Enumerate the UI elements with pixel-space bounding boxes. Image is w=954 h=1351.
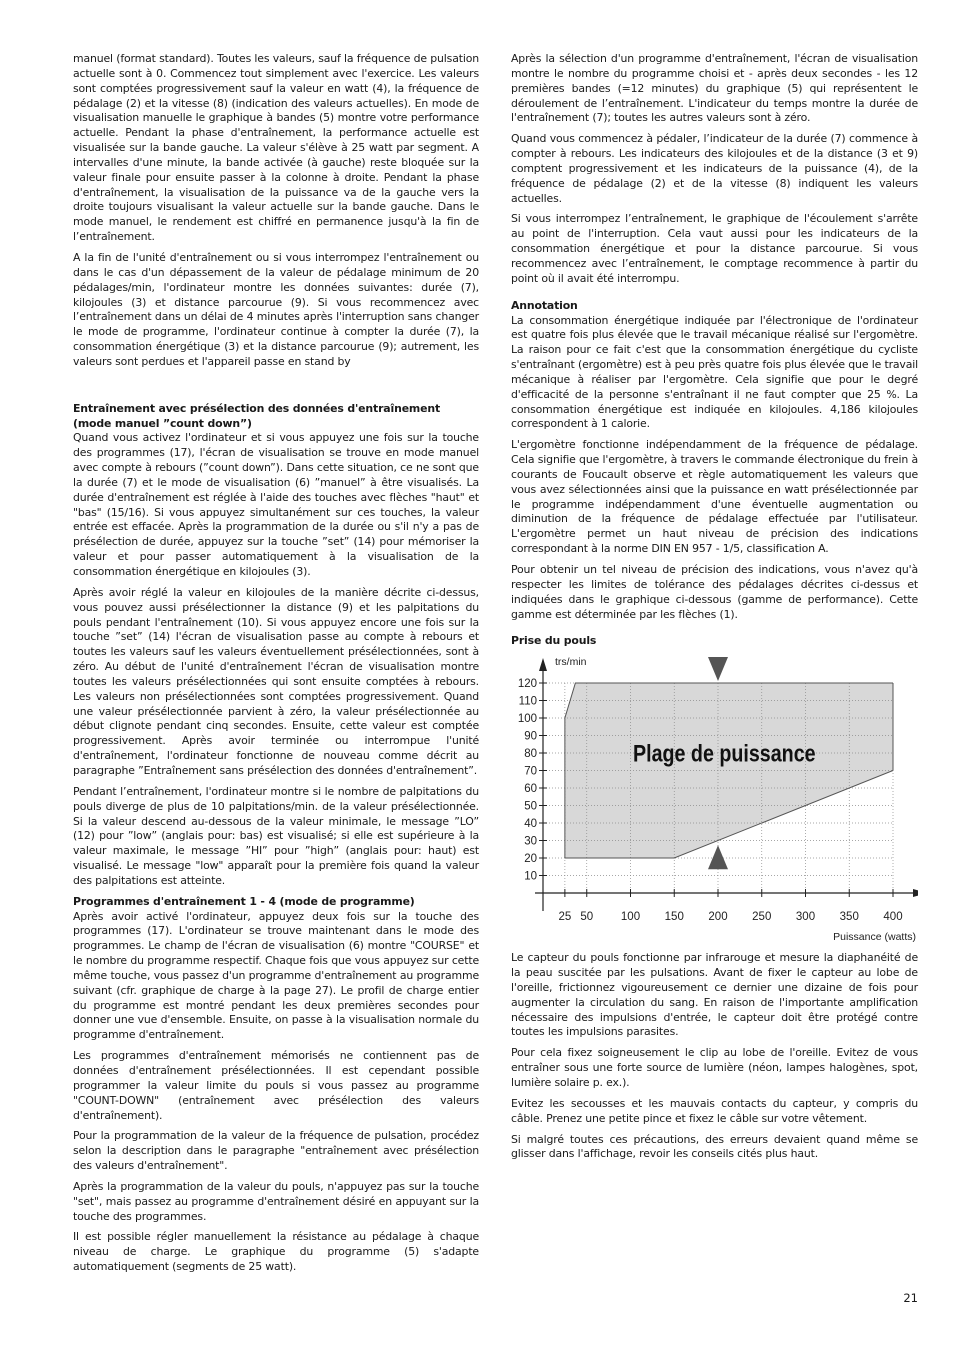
y-tick-label: 40 [524, 818, 537, 831]
paragraph: Après avoir réglé la valeur en kilojoules de la manière décrite ci-dessus, vous pouvez aussi présélectionner la distance (9) et les palpitations du pouls pendant l'entraînement (10). Si vous appuyez encore une fois sur la touche ”set” (14) l'écran de visualisation passe au compte à rebours et toutes les valeurs sauf les valeurs éventuellement présélectionnées, sont à zéro. Au début de l'unité d'entraînement l'écran de visualisation montre toutes les valeurs présélectionnées qui sont ensuite comptées à rebours. Les valeurs non présélectionnées sont comptées progressivement. Quand une valeur présélectionnée parvient à zéro, la valeur présélectionnée au début clignote pendant cinq secondes. Ensuite, cette valeur est comptée progressivement. Après avoir terminée ou interrompue l'unité d'entraînement, l'ordinateur fonctionne de nouveau comme décrit au paragraphe ”Entraînement sans présélection des données d'entraînement”. [73, 585, 479, 777]
x-tick-label: 50 [580, 911, 594, 924]
y-tick-label: 10 [524, 870, 537, 883]
paragraph: Il est possible régler manuellement la résistance au pédalage à chaque niveau de charge. Le graphique du programme (5) s'adapte automatiquement (segments de 25 watt). [73, 1230, 479, 1274]
y-tick-label: 20 [524, 853, 537, 866]
paragraph: Les programmes d'entraînement mémorisés ne contiennent pas de données d'entraînement présélectionnées. Il est cependant possible programmer la valeur limite du pouls si vous passez au programme "COUNT-DOWN" (entraînement avec présélection des valeurs d'entraînement). [73, 1049, 479, 1122]
paragraph: Si vous interrompez l’entraînement, le graphique de l'écoulement s'arrête au point de l'interruption. Cela vaut aussi pour les indicateurs de la consommation énergétique et pour la distance parcourue. Si vous recommencez avec l’entraînement, le comptage recommence à partir du point où il avait été interrompu. [511, 212, 918, 285]
chart-title: Plage de puissance [633, 740, 816, 768]
x-tick-label: 250 [752, 911, 772, 924]
x-tick-label: 100 [620, 911, 641, 924]
paragraph: Quand vous commencez à pédaler, l’indicateur de la durée (7) commence à compter à rebours. Les indicateurs des kilojoules et de la distance (3 et 9) comptent progressivement et les indicateurs de la puissance (4), de la fréquence de pédalage (2) et de la vitesse (8) indiquent les valeurs actuelles. [511, 132, 918, 205]
paragraph: Après la sélection d'un programme d'entraînement, l'écran de visualisation montre le nombre du programme choisi et - après deux secondes - les 12 premières bandes (=12 minutes) du graphique (5) qui représentent le déroulement de l’entraînement. L'indicateur du temps montre la durée de l'entraînement (7); toutes les autres valeurs sont à zéro. [511, 52, 918, 125]
paragraph: Pour cela fixez soigneusement le clip au lobe de l'oreille. Evitez de vous entraîner sous une forte source de lumière (néon, lampes halogènes, spot, lumière solaire p. ex.). [511, 1046, 918, 1089]
paragraph: L'ergomètre fonctionne indépendamment de la fréquence de pédalage. Cela signifie que l'ergomètre, à travers le commande électronique du frein à courants de Foucault observe et règle automatiquement les valeurs que vous avez sélectionnées ainsi que la puissance en watt présélectionnée par le programme indépendamment d'une éventuelle augmentation ou diminution de la fréquence de pédalage effectuée par l'utilisateur. L'ergomètre permet un haut niveau de précision des indications correspondant à la norme DIN EN 957 - 1/5, classification A. [511, 438, 918, 556]
paragraph: Si malgré toutes ces précautions, des erreurs devaient quand même se glisser dans l'affichage, revoir les conseils cités plus haut. [511, 1132, 918, 1161]
x-tick-label: 25 [558, 911, 572, 924]
y-tick-label: 110 [518, 695, 537, 708]
y-tick-label: 100 [517, 713, 537, 726]
y-tick-label: 30 [524, 835, 537, 848]
arrow-down-icon [708, 657, 728, 681]
left-column [73, 52, 479, 1281]
y-tick-label: 60 [524, 783, 537, 796]
x-tick-label: 350 [839, 911, 859, 924]
y-tick-label: 80 [524, 748, 537, 761]
section-heading: Prise du pouls [511, 634, 597, 648]
paragraph: Le capteur du pouls fonctionne par infrarouge et mesure la diaphanéité de la peau suscitée par les pulsations. Avant de fixer le capteur au lobe de l'oreille, frictionnez vigoureusement ce dernier une dizaine de fois pour augmenter la circulation du sang. En raison de l'importante amplification nécessaire des impulsions d'entrée, le capteur doit être protégé contre toutes les impulsions parasites. [511, 951, 918, 1039]
paragraph: manuel (format standard). Toutes les valeurs, sauf la fréquence de pulsation actuelle sont à 0. Commencez tout simplement avec l'exercice. Les valeurs sont comptées progressivement sauf la valeur en watt (4), la fréquence de pédalage (2) et la vitesse (8) (indication des valeurs actuelles). En mode de visualisation manuelle le graphique à bandes (5) montre votre performance actuelle. Pendant la phase d'entraînement, la performance actuelle est visualisée sur la bande gauche. La valeur s'élève à 25 watt par segment. A intervalles d'une minute, la bande activée (à gauche) reste bloquée sur la valeur finale pour ensuite passer à la colonne à droite. Pendant la phase d'entraînement, la visualisation de la puissance va de la gauche vers la droite toujours visualisant la valeur actuelle sur la bande gauche. Dans le mode manuel, le rendement est chiffré en permanence jusqu'à la fin de l’entraînement. [73, 52, 479, 244]
x-tick-label: 300 [795, 911, 816, 924]
paragraph: Pour obtenir un tel niveau de précision des indications, vous n'avez qu'à respecter les limites de tolérance des pédalages décrites ci-dessus et indiquées dans le graphique ci-dessous (gamme de performance). Cette gamme est déterminée par les flèches (1). [511, 563, 918, 621]
right-column [511, 52, 918, 1168]
paragraph: Pour la programmation de la valeur de la fréquence de pulsation, procédez selon la description dans le paragraphe "entraînement avec présélection des valeurs d'entraînement". [73, 1129, 479, 1173]
x-axis-arrowhead [913, 889, 918, 897]
x-tick-label: 400 [883, 911, 903, 924]
power-range-chart [511, 651, 918, 947]
paragraph: La consommation énergétique indiquée par l'électronique de l'ordinateur est quatre fois plus élevée que le travail mécanique réalisé sur l'ergomètre. La raison pour ce fait c'est que la consommation énergétique du cycliste s'entraînant (ergomètre) est à peu près quatre fois plus élevée que le travail mécanique à réaliser par l'ergomètre. Cela signifie que pour le degré d'efficacité de la personne s'entraînant il ne faut compter que 25 %. La consommation énergétique est indiquée en kilojoules. 4,186 kilojoules correspondent à 1 calorie. [511, 313, 918, 431]
y-axis-label: trs/min [555, 656, 587, 669]
paragraph: Après la programmation de la valeur du pouls, n'appuyez pas sur la touche "set", mais passez au programme d'entraînement désiré en appuyant sur la touche des programmes. [73, 1179, 479, 1223]
y-tick-label: 50 [524, 800, 537, 813]
section-heading: Programmes d'entraînement 1 - 4 (mode de programme) [73, 894, 415, 908]
paragraph: Quand vous activez l'ordinateur et si vous appuyez une fois sur la touche des programmes (17), l'écran de visualisation se trouve en mode manuel avec compte à rebours (”count down”). Dans cette situation, ce ne sont que la durée (7) et le mode de visualisation (6) ”manuel” à être visualisés. La durée d'entraînement est réglée à l'aide des touches avec flèches "haut" et "bas" (15/16). Si vous appuyez simultanément sur ces touches, la valeur entrée est effacée. Après la programmation de la durée ou s'il n'y a pas de présélection de durée, appuyez sur la touche ”set” (14) pour mémoriser la valeur et pour passer automatiquement à la visualisation de la consommation énergétique en kilojoules (3). [73, 431, 479, 578]
y-tick-label: 120 [517, 678, 537, 691]
paragraph: Après avoir activé l'ordinateur, appuyez deux fois sur la touche des programmes (17). L'ordinateur se trouve maintenant dans le mode des programmes. Le champ de l'écran de visualisation (6) montre "COURSE" et le nombre du programme respectif. Chaque fois que vous appuyez sur cette même touche, vous passez d'un programme d'entraînement au programme suivant (cfr. graphique de charge à la page 27). Le profil de charge entier du programme est montré pendant les deux premières secondes pour donner une vue d'ensemble. Ensuite, on passe à la visualisation normale du programme d'entraînement. [73, 909, 479, 1042]
paragraph: A la fin de l'unité d'entraînement ou si vous interrompez l'entraînement ou dans le cas d'un dépassement de la valeur de pédalage minimum de 20 pédalages/min, l'ordinateur montre les données suivantes: durée (7), kilojoules (3) et distance parcourue (9). Si vous recommencez avec l’entraînement dans un délai de 4 minutes après l'interruption sans changer le mode de programme, l'ordinateur continue à compter la durée (7), la consommation énergétique (3) et la distance parcourue (9); autrement, les valeurs sont perdues et l'appareil passe en stand by [73, 250, 479, 368]
y-tick-label: 70 [524, 765, 537, 778]
arrow-up-icon [708, 845, 728, 869]
section-heading: Entraînement avec présélection des données d'entraînement (mode manuel ”count down”) [73, 401, 441, 430]
y-axis-arrowhead [539, 658, 547, 671]
y-tick-label: 90 [524, 730, 537, 743]
chart-svg [511, 651, 918, 947]
paragraph: Evitez les secousses et les mauvais contacts du capteur, y compris du câble. Prenez une petite pince et fixez le câble sur votre vêtement. [511, 1096, 918, 1125]
x-tick-label: 200 [708, 911, 728, 924]
x-tick-label: 150 [664, 911, 684, 924]
paragraph: Pendant l’entraînement, l'ordinateur montre si le nombre de palpitations du pouls diverge de plus de 10 palpitations/min. de la valeur présélectionnée. Si la valeur descend au-dessous de la valeur minimale, le message ”LO” (12) pour ”low” (anglais pour: bas) est visualisé; si elle est supérieure à la valeur maximale, le message ”HI” pour ”high” (anglais pour: haut) est visualisé. Le message "low" apparaît pour la première fois quand la valeur des palpitations est atteinte. [73, 784, 479, 887]
page-number: 21 [903, 1291, 918, 1305]
section-heading: Annotation [511, 298, 578, 312]
x-axis-label: Puissance (watts) [833, 931, 916, 944]
